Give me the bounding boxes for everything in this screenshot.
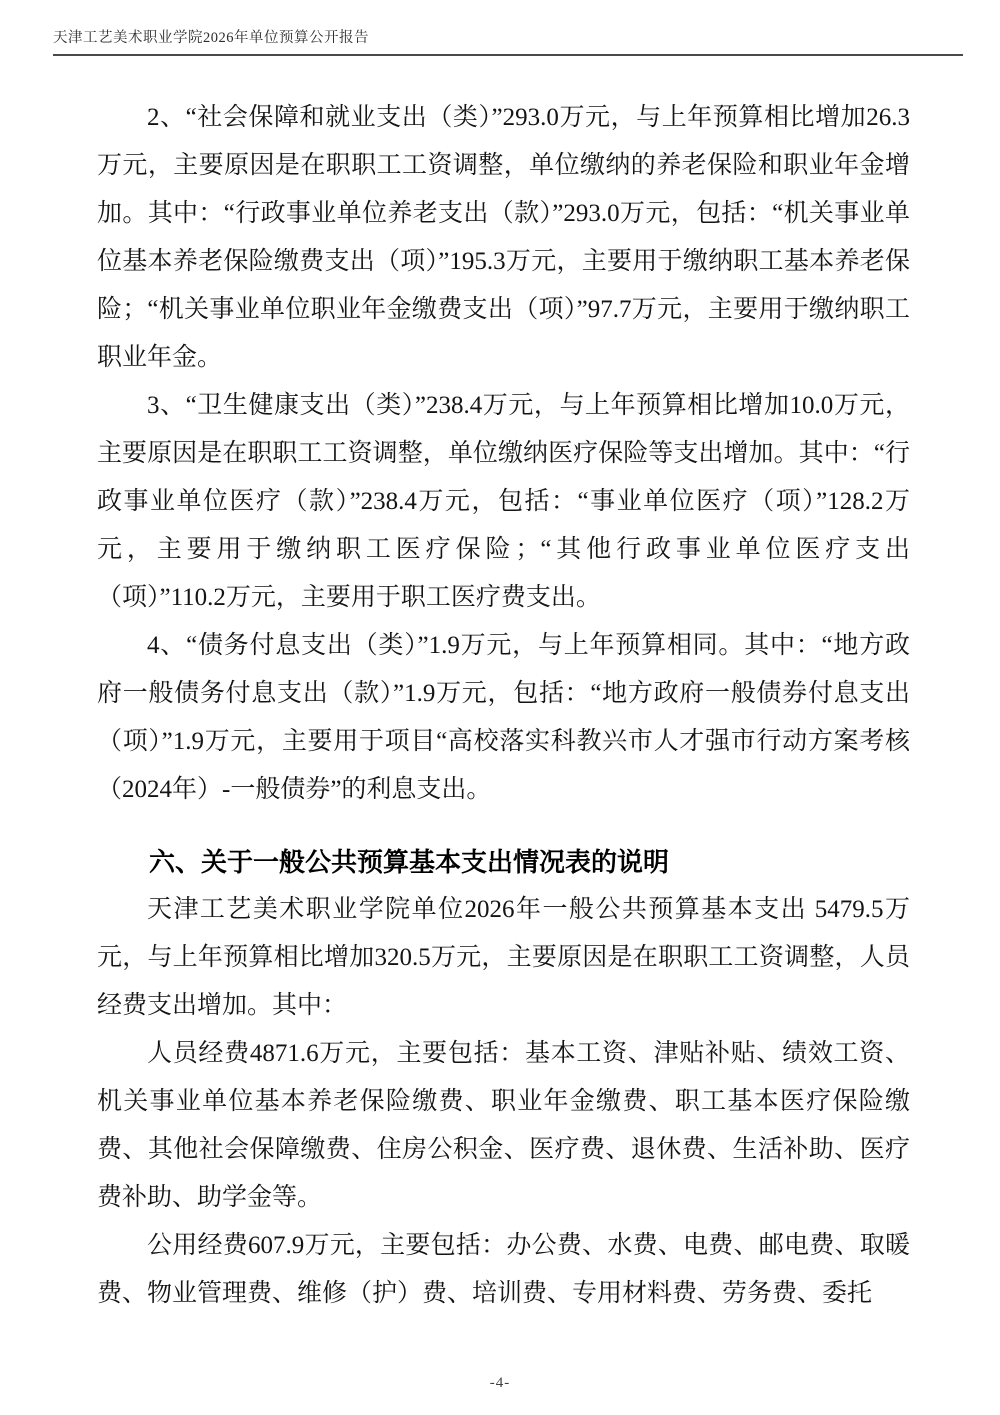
paragraph-personnel-funds: 人员经费4871.6万元，主要包括：基本工资、津贴补贴、绩效工资、机关事业单位基本养老保险缴费、职业年金缴费、职工基本医疗保险缴费、其他社会保障缴费、住房公积金、医疗费、退休费、生活补助、医疗费补助、助学金等。 bbox=[97, 1040, 910, 1211]
page-header bbox=[53, 26, 963, 56]
paragraph-social-security-expenditure: 2、“社会保障和就业支出（类）”293.0万元，与上年预算相比增加26.3万元，主要原因是在职职工工资调整，单位缴纳的养老保险和职业年金增加。其中：“行政事业单位养老支出（款）”293.0万元，包括：“机关事业单位基本养老保险缴费支出（项）”195.3万元，主要用于缴纳职工基本养老保险；“机关事业单位职业年金缴费支出（项）”97.7万元，主要用于缴纳职工职业年金。 bbox=[97, 104, 910, 371]
section-heading-basic-expenditure: 六、关于一般公共预算基本支出情况表的说明 bbox=[149, 847, 670, 877]
paragraph-debt-interest-expenditure: 4、“债务付息支出（类）”1.9万元，与上年预算相同。其中：“地方政府一般债务付息支出（款）”1.9万元，包括：“地方政府一般债券付息支出（项）”1.9万元，主要用于项目“高校落实科教兴市人才强市行动方案考核（2024年）-一般债券”的利息支出。 bbox=[97, 632, 910, 803]
page-number: -4- bbox=[489, 1375, 511, 1391]
paragraph-health-expenditure: 3、“卫生健康支出（类）”238.4万元，与上年预算相比增加10.0万元，主要原因是在职职工工资调整，单位缴纳医疗保险等支出增加。其中：“行政事业单位医疗（款）”238.4万元，包括：“事业单位医疗（项）”128.2万元，主要用于缴纳职工医疗保险；“其他行政事业单位医疗支出（项）”110.2万元，主要用于职工医疗费支出。 bbox=[97, 392, 910, 611]
paragraph-public-funds: 公用经费607.9万元，主要包括：办公费、水费、电费、邮电费、取暖费、物业管理费、维修（护）费、培训费、专用材料费、劳务费、委托 bbox=[97, 1232, 910, 1307]
document-body bbox=[97, 94, 910, 1318]
header-title: 天津工艺美术职业学院2026年单位预算公开报告 bbox=[53, 30, 369, 46]
paragraph-basic-expenditure-total: 天津工艺美术职业学院单位2026年一般公共预算基本支出 5479.5万元，与上年预算相比增加320.5万元，主要原因是在职职工工资调整，人员经费支出增加。其中： bbox=[97, 896, 910, 1019]
page-footer bbox=[0, 1374, 1000, 1392]
